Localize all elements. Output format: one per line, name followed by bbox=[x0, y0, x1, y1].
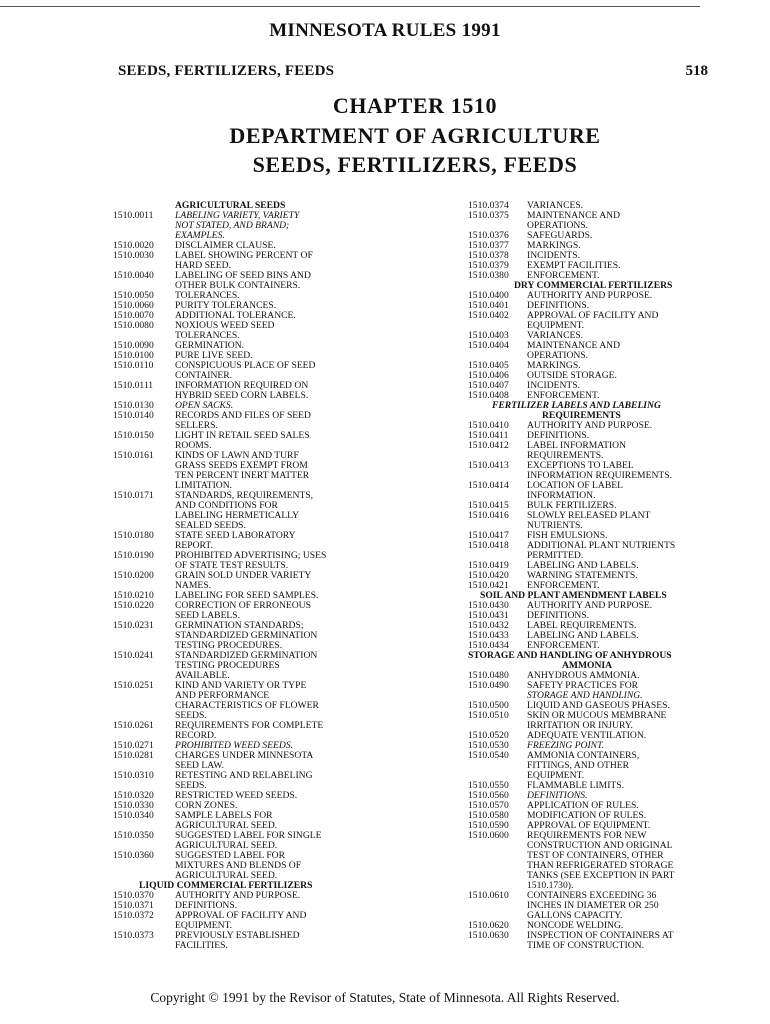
rule-number: 1510.0111 bbox=[113, 380, 154, 391]
rule-title: AND PERFORMANCE bbox=[175, 690, 270, 701]
rule-title: PROHIBITED ADVERTISING; USES bbox=[175, 550, 327, 561]
section-heading: STORAGE AND HANDLING OF ANHYDROUS bbox=[468, 650, 672, 661]
section-heading: REQUIREMENTS bbox=[542, 410, 621, 421]
rule-title: EXAMPLES. bbox=[175, 230, 225, 241]
rule-title: KIND AND VARIETY OR TYPE bbox=[175, 680, 307, 691]
rule-number: 1510.0011 bbox=[113, 210, 154, 221]
rule-number: 1510.0430 bbox=[468, 600, 509, 611]
rule-title: LOCATION OF LABEL bbox=[527, 480, 623, 491]
rule-number: 1510.0408 bbox=[468, 390, 509, 401]
toc-entry-continuation bbox=[113, 471, 453, 481]
rule-number: 1510.0412 bbox=[468, 440, 509, 451]
rule-title: ADDITIONAL PLANT NUTRIENTS bbox=[527, 540, 676, 551]
toc-entry-continuation bbox=[113, 631, 453, 641]
toc-entry bbox=[113, 651, 453, 661]
rule-number: 1510.0200 bbox=[113, 570, 154, 581]
toc-entry bbox=[113, 681, 453, 691]
rule-title: PROHIBITED WEED SEEDS. bbox=[175, 740, 294, 751]
rule-number: 1510.0406 bbox=[468, 370, 509, 381]
rule-number: 1510.0610 bbox=[468, 890, 509, 901]
toc-entry bbox=[468, 341, 718, 351]
rule-number: 1510.0550 bbox=[468, 780, 509, 791]
rule-title: GRASS SEEDS EXEMPT FROM bbox=[175, 460, 308, 471]
rule-number: 1510.0030 bbox=[113, 250, 154, 261]
rule-number: 1510.0413 bbox=[468, 460, 509, 471]
rule-title: LABELING HERMETICALLY bbox=[175, 510, 300, 521]
toc-entry-continuation bbox=[113, 511, 453, 521]
rule-title: MAINTENANCE AND bbox=[527, 210, 620, 221]
rule-title: SAMPLE LABELS FOR bbox=[175, 810, 273, 821]
rule-title: OTHER BULK CONTAINERS. bbox=[175, 280, 301, 291]
toc-entry bbox=[113, 601, 453, 611]
rule-number: 1510.0416 bbox=[468, 510, 509, 521]
rule-number: 1510.0241 bbox=[113, 650, 154, 661]
toc-entry bbox=[113, 491, 453, 501]
rule-number: 1510.0405 bbox=[468, 360, 509, 371]
rule-title: FREEZING POINT. bbox=[527, 740, 605, 751]
rule-title: HARD SEED. bbox=[175, 260, 231, 271]
toc-entry bbox=[113, 431, 453, 441]
rule-number: 1510.0050 bbox=[113, 290, 154, 301]
rule-title: OUTSIDE STORAGE. bbox=[527, 370, 617, 381]
rule-title: LIQUID AND GASEOUS PHASES. bbox=[527, 700, 670, 711]
rule-title: ENFORCEMENT. bbox=[527, 580, 600, 591]
rule-number: 1510.0417 bbox=[468, 530, 509, 541]
rule-number: 1510.0020 bbox=[113, 240, 154, 251]
toc-entry bbox=[113, 341, 453, 351]
rule-title: DISCLAIMER CLAUSE. bbox=[175, 240, 276, 251]
toc-entry bbox=[113, 831, 453, 841]
toc-entry-continuation bbox=[113, 391, 453, 401]
rule-number: 1510.0161 bbox=[113, 450, 154, 461]
rule-title: HYBRID SEED CORN LABELS. bbox=[175, 390, 309, 401]
rule-number: 1510.0407 bbox=[468, 380, 509, 391]
rule-number: 1510.0570 bbox=[468, 800, 509, 811]
rule-title: LABEL INFORMATION bbox=[527, 440, 627, 451]
rule-number: 1510.0130 bbox=[113, 400, 154, 411]
toc-entry bbox=[468, 311, 718, 321]
rule-number: 1510.0372 bbox=[113, 910, 154, 921]
rule-number: 1510.0410 bbox=[468, 420, 509, 431]
rule-title: EQUIPMENT. bbox=[527, 770, 585, 781]
rule-title: LABELING AND LABELS. bbox=[527, 630, 639, 641]
rule-title: SEED LABELS. bbox=[175, 610, 241, 621]
rule-title: SEEDS. bbox=[175, 780, 207, 791]
rule-title: CORRECTION OF ERRONEOUS bbox=[175, 600, 311, 611]
rule-number: 1510.0378 bbox=[468, 250, 509, 261]
copyright-footer: Copyright © 1991 by the Revisor of Statutes, State of Minnesota. All Rights Reserved. bbox=[150, 990, 620, 1005]
rule-title: APPROVAL OF FACILITY AND bbox=[527, 310, 659, 321]
rule-title: EQUIPMENT. bbox=[175, 920, 233, 931]
toc-entry bbox=[113, 321, 453, 331]
rule-title: CONTAINERS EXCEEDING 36 bbox=[527, 890, 657, 901]
rule-title: STANDARDS, REQUIREMENTS, bbox=[175, 490, 314, 501]
rule-title: SAFEGUARDS. bbox=[527, 230, 593, 241]
toc-entry-continuation bbox=[113, 281, 453, 291]
rule-title: CHARGES UNDER MINNESOTA bbox=[175, 750, 314, 761]
toc-entry bbox=[113, 771, 453, 781]
rule-number: 1510.0190 bbox=[113, 550, 154, 561]
rule-title: AUTHORITY AND PURPOSE. bbox=[527, 290, 653, 301]
rule-number: 1510.0530 bbox=[468, 740, 509, 751]
toc-entry-continuation bbox=[468, 761, 718, 771]
rule-title: SKIN OR MUCOUS MEMBRANE bbox=[527, 710, 667, 721]
rule-title: NUTRIENTS. bbox=[527, 520, 583, 531]
rule-title: THAN REFRIGERATED STORAGE bbox=[527, 860, 674, 871]
rule-title: AND CONDITIONS FOR bbox=[175, 500, 278, 511]
rule-number: 1510.0110 bbox=[113, 360, 154, 371]
rule-title: STATE SEED LABORATORY bbox=[175, 530, 296, 541]
toc-entry bbox=[113, 891, 453, 901]
toc-entry bbox=[113, 251, 453, 261]
toc-entry bbox=[113, 791, 453, 801]
rule-title: GERMINATION STANDARDS; bbox=[175, 620, 304, 631]
rule-number: 1510.0080 bbox=[113, 320, 154, 331]
rule-title: LABELING VARIETY, VARIETY bbox=[175, 210, 300, 221]
rule-title: AMMONIA CONTAINERS, bbox=[527, 750, 640, 761]
toc-entry-continuation bbox=[113, 941, 453, 951]
rule-title: OPERATIONS. bbox=[527, 220, 589, 231]
rule-number: 1510.0600 bbox=[468, 830, 509, 841]
rule-title: DEFINITIONS. bbox=[527, 430, 590, 441]
rule-number: 1510.0540 bbox=[468, 750, 509, 761]
toc-entry bbox=[113, 911, 453, 921]
rule-title: SEALED SEEDS. bbox=[175, 520, 246, 531]
toc-entry-continuation bbox=[113, 661, 453, 671]
rule-title: SEED LAW. bbox=[175, 760, 224, 771]
rule-title: INCIDENTS. bbox=[527, 250, 581, 261]
section-heading: DRY COMMERCIAL FERTILIZERS bbox=[514, 280, 673, 291]
rule-number: 1510.0210 bbox=[113, 590, 154, 601]
rule-title: INFORMATION. bbox=[527, 490, 596, 501]
rule-number: 1510.0510 bbox=[468, 710, 509, 721]
rule-number: 1510.0090 bbox=[113, 340, 154, 351]
toc-entry bbox=[113, 291, 453, 301]
toc-entry-continuation bbox=[113, 861, 453, 871]
rule-title: REQUIREMENTS FOR NEW bbox=[527, 830, 647, 841]
rule-title: INFORMATION REQUIREMENTS. bbox=[527, 470, 672, 481]
rule-number: 1510.0373 bbox=[113, 930, 154, 941]
rule-number: 1510.0060 bbox=[113, 300, 154, 311]
rule-title: AUTHORITY AND PURPOSE. bbox=[527, 600, 653, 611]
rule-title: BULK FERTILIZERS. bbox=[527, 500, 617, 511]
toc-entry bbox=[468, 541, 718, 551]
rule-title: SLOWLY RELEASED PLANT bbox=[527, 510, 651, 521]
rule-title: NAMES. bbox=[175, 580, 211, 591]
page-number: 518 bbox=[685, 63, 708, 79]
rule-title: ROOMS. bbox=[175, 440, 212, 451]
rule-title: LABELING FOR SEED SAMPLES. bbox=[175, 590, 319, 601]
section-heading: LIQUID COMMERCIAL FERTILIZERS bbox=[139, 880, 313, 891]
rule-number: 1510.0379 bbox=[468, 260, 509, 271]
rule-title: RETESTING AND RELABELING bbox=[175, 770, 313, 781]
rule-title: APPROVAL OF FACILITY AND bbox=[175, 910, 307, 921]
rule-number: 1510.0140 bbox=[113, 410, 154, 421]
toc-left-column bbox=[113, 201, 453, 951]
rule-number: 1510.0100 bbox=[113, 350, 154, 361]
rule-title: MODIFICATION OF RULES. bbox=[527, 810, 647, 821]
page-title: MINNESOTA RULES 1991 bbox=[269, 20, 501, 41]
rule-number: 1510.0180 bbox=[113, 530, 154, 541]
rule-title: CORN ZONES. bbox=[175, 800, 238, 811]
rule-title: TESTING PROCEDURES. bbox=[175, 640, 283, 651]
rule-number: 1510.0419 bbox=[468, 560, 509, 571]
rule-title: PURITY TOLERANCES. bbox=[175, 300, 277, 311]
rule-number: 1510.0490 bbox=[468, 680, 509, 691]
rule-title: WARNING STATEMENTS. bbox=[527, 570, 638, 581]
rule-title: NOXIOUS WEED SEED bbox=[175, 320, 275, 331]
rule-title: TOLERANCES. bbox=[175, 330, 240, 341]
rule-number: 1510.0418 bbox=[468, 540, 509, 551]
rule-number: 1510.0520 bbox=[468, 730, 509, 741]
rule-number: 1510.0370 bbox=[113, 890, 154, 901]
rule-number: 1510.0403 bbox=[468, 330, 509, 341]
rule-title: VARIANCES. bbox=[527, 330, 584, 341]
rule-title: MARKINGS. bbox=[527, 240, 581, 251]
rule-title: AVAILABLE. bbox=[175, 670, 230, 681]
rule-title: LIGHT IN RETAIL SEED SALES bbox=[175, 430, 310, 441]
toc-entry bbox=[468, 511, 718, 521]
rule-title: CONSTRUCTION AND ORIGINAL bbox=[527, 840, 673, 851]
rule-title: STORAGE AND HANDLING. bbox=[527, 690, 643, 701]
rule-title: TEN PERCENT INERT MATTER bbox=[175, 470, 310, 481]
rule-title: NOT STATED, AND BRAND; bbox=[175, 220, 290, 231]
toc-right-column bbox=[468, 201, 718, 951]
rule-number: 1510.0330 bbox=[113, 800, 154, 811]
rule-number: 1510.0271 bbox=[113, 740, 154, 751]
rule-title: ADEQUATE VENTILATION. bbox=[527, 730, 647, 741]
rule-title: DEFINITIONS. bbox=[527, 790, 588, 801]
rule-title: IRRITATION OR INJURY. bbox=[527, 720, 633, 731]
chapter-subject: SEEDS, FERTILIZERS, FEEDS bbox=[252, 152, 578, 177]
rule-title: TIME OF CONSTRUCTION. bbox=[527, 940, 644, 951]
rule-title: ENFORCEMENT. bbox=[527, 390, 600, 401]
toc-entry bbox=[113, 811, 453, 821]
rule-title: MIXTURES AND BLENDS OF bbox=[175, 860, 302, 871]
chapter-number: CHAPTER 1510 bbox=[332, 93, 498, 118]
rule-number: 1510.0402 bbox=[468, 310, 509, 321]
rule-title: REQUIREMENTS. bbox=[527, 450, 604, 461]
rule-number: 1510.0251 bbox=[113, 680, 154, 691]
section-heading: FERTILIZER LABELS AND LABELING bbox=[492, 400, 661, 411]
rule-number: 1510.0376 bbox=[468, 230, 509, 241]
rule-title: LABELING OF SEED BINS AND bbox=[175, 270, 311, 281]
rule-number: 1510.0320 bbox=[113, 790, 154, 801]
rule-number: 1510.0310 bbox=[113, 770, 154, 781]
toc-entry bbox=[113, 361, 453, 371]
toc-entry bbox=[113, 931, 453, 941]
rule-number: 1510.0630 bbox=[468, 930, 509, 941]
rule-title: ANHYDROUS AMMONIA. bbox=[527, 670, 640, 681]
rule-title: VARIANCES. bbox=[527, 200, 584, 211]
rule-number: 1510.0411 bbox=[468, 430, 509, 441]
rule-number: 1510.0375 bbox=[468, 210, 509, 221]
rule-title: FISH EMULSIONS. bbox=[527, 530, 608, 541]
rule-title: LABEL REQUIREMENTS. bbox=[527, 620, 637, 631]
rule-title: PREVIOUSLY ESTABLISHED bbox=[175, 930, 300, 941]
rule-title: STANDARDIZED GERMINATION bbox=[175, 650, 318, 661]
rule-number: 1510.0377 bbox=[468, 240, 509, 251]
rule-title: TOLERANCES. bbox=[175, 290, 240, 301]
rule-number: 1510.0590 bbox=[468, 820, 509, 831]
rule-title: ADDITIONAL TOLERANCE. bbox=[175, 310, 296, 321]
rule-title: NONCODE WELDING. bbox=[527, 920, 624, 931]
rule-number: 1510.0401 bbox=[468, 300, 509, 311]
rule-number: 1510.0500 bbox=[468, 700, 509, 711]
running-head: SEEDS, FERTILIZERS, FEEDS bbox=[118, 63, 335, 79]
rule-number: 1510.0171 bbox=[113, 490, 154, 501]
rule-title: INCHES IN DIAMETER OR 250 bbox=[527, 900, 659, 911]
rule-title: AUTHORITY AND PURPOSE. bbox=[527, 420, 653, 431]
rule-number: 1510.0371 bbox=[113, 900, 154, 911]
rule-title: RECORDS AND FILES OF SEED bbox=[175, 410, 311, 421]
rule-title: TESTING PROCEDURES bbox=[175, 660, 280, 671]
rule-number: 1510.0580 bbox=[468, 810, 509, 821]
rule-title: FITTINGS, AND OTHER bbox=[527, 760, 630, 771]
rule-title: MAINTENANCE AND bbox=[527, 340, 620, 351]
toc-entry-continuation bbox=[113, 331, 453, 341]
rule-title: SUGGESTED LABEL FOR bbox=[175, 850, 285, 861]
rule-title: PURE LIVE SEED. bbox=[175, 350, 253, 361]
toc-entry bbox=[113, 311, 453, 321]
toc-entry bbox=[113, 531, 453, 541]
rule-number: 1510.0432 bbox=[468, 620, 509, 631]
rule-title: LABEL SHOWING PERCENT OF bbox=[175, 250, 313, 261]
department-title: DEPARTMENT OF AGRICULTURE bbox=[229, 123, 601, 148]
rule-title: APPLICATION OF RULES. bbox=[527, 800, 639, 811]
rule-number: 1510.0070 bbox=[113, 310, 154, 321]
rule-title: MARKINGS. bbox=[527, 360, 581, 371]
rule-title: FACILITIES. bbox=[175, 940, 228, 951]
rule-title: CONSPICUOUS PLACE OF SEED bbox=[175, 360, 316, 371]
rule-title: GRAIN SOLD UNDER VARIETY bbox=[175, 570, 312, 581]
rule-title: LABELING AND LABELS. bbox=[527, 560, 639, 571]
toc-entry bbox=[113, 411, 453, 421]
rule-title: AGRICULTURAL SEED. bbox=[175, 840, 278, 851]
toc-entry-continuation bbox=[113, 231, 453, 241]
rule-title: EQUIPMENT. bbox=[527, 320, 585, 331]
rule-title: OPERATIONS. bbox=[527, 350, 589, 361]
rule-number: 1510.0433 bbox=[468, 630, 509, 641]
rule-number: 1510.0480 bbox=[468, 670, 509, 681]
toc-entry-continuation bbox=[113, 701, 453, 711]
rule-title: GALLONS CAPACITY. bbox=[527, 910, 623, 921]
rule-title: DEFINITIONS. bbox=[175, 900, 238, 911]
rule-number: 1510.0380 bbox=[468, 270, 509, 281]
rule-number: 1510.0374 bbox=[468, 200, 509, 211]
rule-number: 1510.0231 bbox=[113, 620, 154, 631]
rule-number: 1510.0431 bbox=[468, 610, 509, 621]
rule-number: 1510.0434 bbox=[468, 640, 509, 651]
rule-number: 1510.0281 bbox=[113, 750, 154, 761]
rule-title: APPROVAL OF EQUIPMENT. bbox=[527, 820, 651, 831]
section-heading: SOIL AND PLANT AMENDMENT LABELS bbox=[480, 590, 667, 601]
rule-title: RECORD. bbox=[175, 730, 217, 741]
rule-title: FLAMMABLE LIMITS. bbox=[527, 780, 625, 791]
rule-number: 1510.0400 bbox=[468, 290, 509, 301]
toc-entry bbox=[113, 721, 453, 731]
rule-title: SELLERS. bbox=[175, 420, 218, 431]
rule-title: RESTRICTED WEED SEEDS. bbox=[175, 790, 298, 801]
rule-title: OPEN SACKS. bbox=[175, 400, 234, 411]
rule-number: 1510.0150 bbox=[113, 430, 154, 441]
rule-title: PERMITTED. bbox=[527, 550, 584, 561]
rule-number: 1510.0404 bbox=[468, 340, 509, 351]
rule-title: TEST OF CONTAINERS, OTHER bbox=[527, 850, 664, 861]
rule-title: SAFETY PRACTICES FOR bbox=[527, 680, 639, 691]
rule-number: 1510.0420 bbox=[468, 570, 509, 581]
rule-number: 1510.0261 bbox=[113, 720, 154, 731]
rule-title: AGRICULTURAL SEED. bbox=[175, 820, 278, 831]
rule-title: INFORMATION REQUIRED ON bbox=[175, 380, 309, 391]
rule-number: 1510.0560 bbox=[468, 790, 509, 801]
rule-title: STANDARDIZED GERMINATION bbox=[175, 630, 318, 641]
rule-number: 1510.0360 bbox=[113, 850, 154, 861]
rule-number: 1510.0620 bbox=[468, 920, 509, 931]
rule-number: 1510.0220 bbox=[113, 600, 154, 611]
rule-title: KINDS OF LAWN AND TURF bbox=[175, 450, 299, 461]
rule-title: 1510.1730). bbox=[527, 880, 574, 891]
rule-title: SEEDS. bbox=[175, 710, 207, 721]
rule-title: OF STATE TEST RESULTS. bbox=[175, 560, 289, 571]
toc-entry-continuation bbox=[113, 221, 453, 231]
rule-title: LIMITATION. bbox=[175, 480, 233, 491]
toc-entry bbox=[113, 751, 453, 761]
rule-title: CONTAINER. bbox=[175, 370, 233, 381]
rule-title: DEFINITIONS. bbox=[527, 300, 590, 311]
rule-title: EXEMPT FACILITIES. bbox=[527, 260, 621, 271]
rule-title: EXCEPTIONS TO LABEL bbox=[527, 460, 634, 471]
rule-number: 1510.0340 bbox=[113, 810, 154, 821]
rule-title: SUGGESTED LABEL FOR SINGLE bbox=[175, 830, 322, 841]
rule-number: 1510.0415 bbox=[468, 500, 509, 511]
rule-title: DEFINITIONS. bbox=[527, 610, 590, 621]
toc-entry-continuation bbox=[468, 941, 718, 951]
rule-title: INSPECTION OF CONTAINERS AT bbox=[527, 930, 674, 941]
toc-entry bbox=[113, 571, 453, 581]
rule-number: 1510.0421 bbox=[468, 580, 509, 591]
toc-entry-continuation bbox=[468, 871, 718, 881]
rule-title: REPORT. bbox=[175, 540, 213, 551]
section-heading: AMMONIA bbox=[562, 660, 613, 671]
rule-title: ENFORCEMENT. bbox=[527, 640, 600, 651]
rule-title: ENFORCEMENT. bbox=[527, 270, 600, 281]
top-rule bbox=[0, 6, 700, 7]
section-heading: AGRICULTURAL SEEDS bbox=[175, 200, 286, 211]
rule-title: AUTHORITY AND PURPOSE. bbox=[175, 890, 301, 901]
rule-title: CHARACTERISTICS OF FLOWER bbox=[175, 700, 319, 711]
rule-title: GERMINATION. bbox=[175, 340, 245, 351]
rule-number: 1510.0040 bbox=[113, 270, 154, 281]
rule-number: 1510.0350 bbox=[113, 830, 154, 841]
rule-number: 1510.0414 bbox=[468, 480, 509, 491]
rule-title: REQUIREMENTS FOR COMPLETE bbox=[175, 720, 324, 731]
rule-title: TANKS (SEE EXCEPTION IN PART bbox=[527, 870, 675, 881]
rule-title: INCIDENTS. bbox=[527, 380, 581, 391]
toc-entry bbox=[468, 211, 718, 221]
rule-title: AGRICULTURAL SEED. bbox=[175, 870, 278, 881]
toc-entry bbox=[113, 801, 453, 811]
